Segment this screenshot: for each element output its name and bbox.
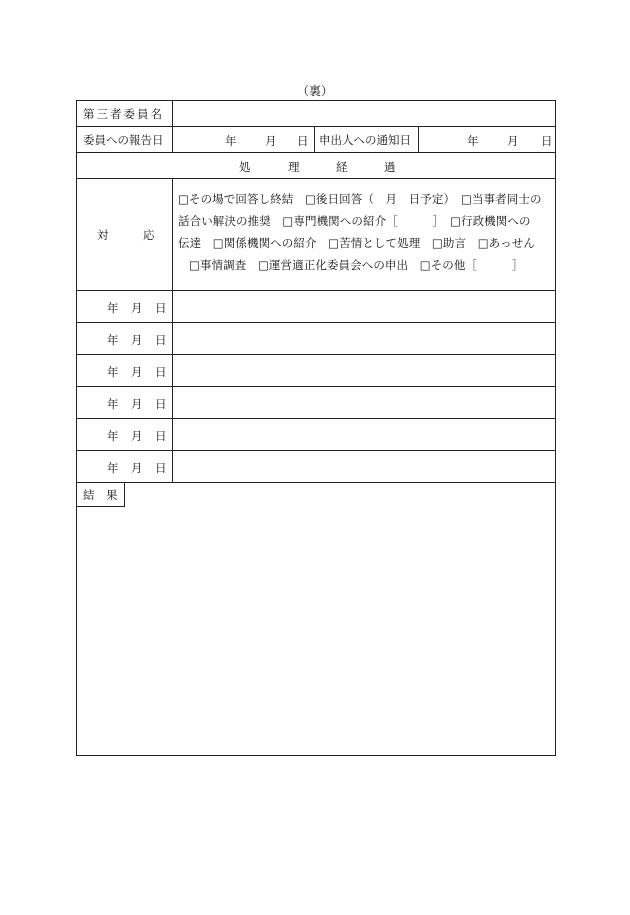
date-row-year: 年 — [107, 429, 119, 443]
date-row-year: 年 — [107, 461, 119, 475]
date-row-day: 日 — [155, 429, 167, 443]
report-date-field[interactable] — [173, 127, 315, 152]
notification-date-field[interactable] — [419, 127, 555, 152]
date-row-date — [77, 419, 173, 450]
notification-date-label: 申出人への通知日 — [315, 127, 419, 152]
response-options[interactable] — [173, 179, 555, 290]
notification-date-day: 日 — [541, 134, 553, 148]
date-row-content[interactable] — [173, 451, 555, 482]
date-row-day: 日 — [155, 397, 167, 411]
date-row-day: 日 — [155, 333, 167, 347]
process-header-char-4: 過 — [384, 160, 396, 174]
response-label-char-2: 応 — [143, 228, 155, 242]
response-options-line-1: □その場で回答し終結 □後日回答（ 月 日予定） □当事者同士の — [178, 192, 542, 206]
date-row — [77, 451, 555, 483]
date-row-year: 年 — [107, 365, 119, 379]
committee-member-label: 第三者委員名 — [77, 101, 173, 126]
date-row-year: 年 — [107, 397, 119, 411]
response-row — [77, 179, 555, 291]
date-row-day: 日 — [155, 365, 167, 379]
date-row-month: 月 — [131, 365, 143, 379]
date-row-day: 日 — [155, 301, 167, 315]
report-date-month: 月 — [265, 134, 277, 148]
response-label-char-1: 対 — [97, 228, 109, 242]
date-row-month: 月 — [131, 301, 143, 315]
process-header-char-2: 理 — [288, 160, 300, 174]
date-row — [77, 419, 555, 451]
report-date-day: 日 — [297, 134, 309, 148]
date-row-month: 月 — [131, 461, 143, 475]
date-row-year: 年 — [107, 301, 119, 315]
date-row-date — [77, 323, 173, 354]
report-date-year: 年 — [225, 134, 237, 148]
process-header — [77, 153, 555, 178]
date-row-content[interactable] — [173, 291, 555, 322]
date-row-month: 月 — [131, 429, 143, 443]
complaint-form — [76, 100, 556, 756]
date-row-month: 月 — [131, 397, 143, 411]
date-row — [77, 291, 555, 323]
date-row-content[interactable] — [173, 387, 555, 418]
response-label — [77, 179, 173, 290]
result-area[interactable] — [77, 483, 555, 755]
dates-row — [77, 127, 555, 153]
process-header-row — [77, 153, 555, 179]
committee-member-field[interactable] — [173, 101, 555, 126]
response-options-line-2: 話合い解決の推奨 □専門機関への紹介［ ］ □行政機関への — [178, 214, 531, 228]
date-row-content[interactable] — [173, 355, 555, 386]
process-header-char-1: 処 — [239, 160, 251, 174]
date-row-year: 年 — [107, 333, 119, 347]
date-row — [77, 355, 555, 387]
process-header-char-3: 経 — [336, 160, 348, 174]
committee-member-row — [77, 101, 555, 127]
date-row — [77, 323, 555, 355]
date-row-date — [77, 451, 173, 482]
date-row-date — [77, 387, 173, 418]
date-row-day: 日 — [155, 461, 167, 475]
notification-date-month: 月 — [507, 134, 519, 148]
date-row-content[interactable] — [173, 419, 555, 450]
report-date-label: 委員への報告日 — [77, 127, 173, 152]
result-label: 結 果 — [77, 483, 125, 507]
page-heading: （裏） — [296, 84, 333, 98]
date-row-content[interactable] — [173, 323, 555, 354]
notification-date-year: 年 — [467, 134, 479, 148]
date-row-date — [77, 291, 173, 322]
date-row — [77, 387, 555, 419]
response-options-line-3: 伝達 □関係機関への紹介 □苦情として処理 □助言 □あっせん — [178, 236, 535, 250]
date-row-date — [77, 355, 173, 386]
date-row-month: 月 — [131, 333, 143, 347]
response-options-line-4: □事情調査 □運営適正化委員会への申出 □その他［ ］ — [189, 258, 524, 272]
